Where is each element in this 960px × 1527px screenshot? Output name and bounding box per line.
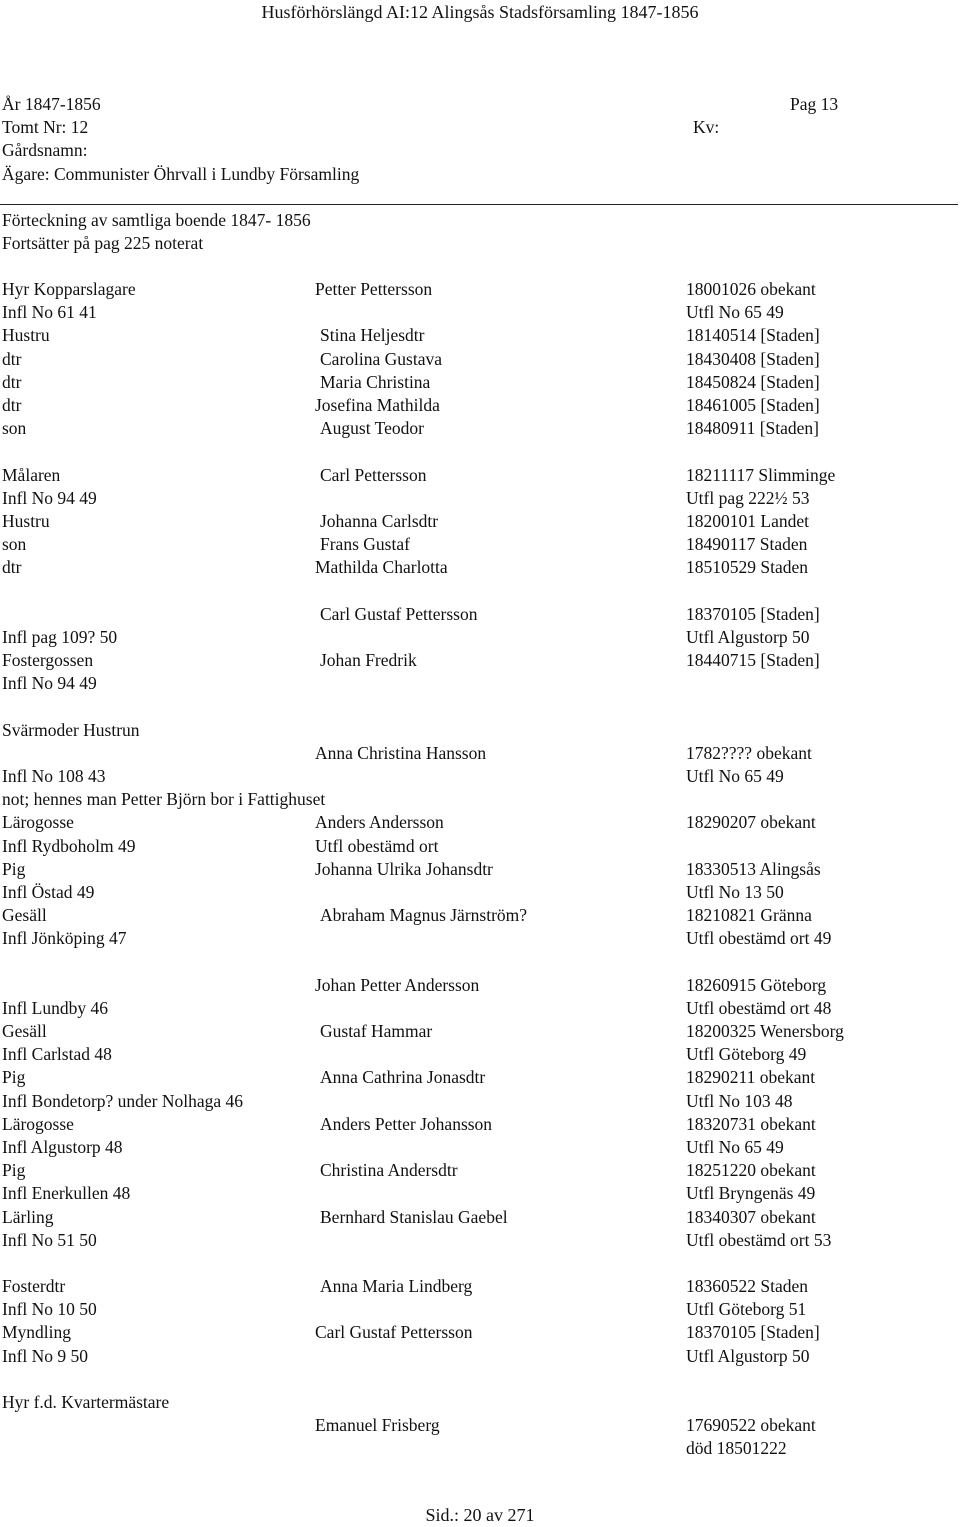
birth-or-move-out: 18430408 [Staden] [686, 348, 820, 369]
person-name: Stina Heljesdtr [320, 325, 425, 346]
role-or-move-in: Infl No 108 43 [2, 765, 106, 786]
household-row [2, 1020, 952, 1043]
birth-or-move-out: 18490117 Staden [686, 534, 808, 555]
role-or-move-in: Infl pag 109? 50 [2, 626, 118, 647]
birth-or-move-out: 18211117 Slimminge [686, 464, 836, 485]
birth-or-move-out: Utfl Algustorp 50 [686, 1345, 810, 1366]
household-row [2, 788, 952, 811]
role-or-move-in: Svärmoder Hustrun [2, 719, 140, 740]
person-name: Johan Petter Andersson [315, 974, 480, 995]
person-name: Petter Pettersson [315, 279, 433, 299]
gardsnamn-label: Gårdsnamn: [2, 140, 88, 161]
household-row [2, 556, 952, 579]
role-or-move-in: Infl No 10 50 [2, 1299, 97, 1320]
role-or-move-in: Pig [2, 1160, 26, 1181]
role-or-move-in: Gesäll [2, 1021, 47, 1041]
birth-or-move-out: Utfl obestämd ort 48 [686, 997, 832, 1018]
birth-or-move-out: 18140514 [Staden] [686, 325, 820, 346]
household-row [2, 1275, 952, 1298]
person-name: Christina Andersdtr [320, 1160, 458, 1181]
birth-or-move-out: 18480911 [Staden] [686, 418, 820, 439]
person-name: Johanna Ulrika Johansdtr [315, 858, 493, 879]
person-name: Frans Gustaf [320, 534, 410, 555]
household-row [2, 1159, 952, 1182]
household-row [2, 464, 952, 487]
household-row [2, 1345, 952, 1368]
role-or-move-in: dtr [2, 371, 22, 392]
role-or-move-in: Hyr f.d. Kvartermästare [2, 1392, 170, 1412]
birth-or-move-out: 18330513 Alingsås [686, 858, 821, 879]
role-or-move-in: Hyr Kopparslagare [2, 279, 136, 299]
household-row [2, 811, 952, 834]
household-row [2, 1206, 952, 1229]
household-row [2, 1321, 952, 1344]
household-row [2, 1113, 952, 1136]
household-row [2, 324, 952, 347]
role-or-move-in: Infl No 61 41 [2, 302, 97, 323]
household-row [2, 533, 952, 556]
household-row [2, 1043, 952, 1066]
page-number: Pag 13 [790, 94, 839, 114]
birth-or-move-out: Utfl No 13 50 [686, 881, 784, 902]
person-name: Bernhard Stanislau Gaebel [320, 1206, 508, 1227]
owner-line: Ägare: Communister Öhrvall i Lundby Församling [2, 163, 360, 184]
household-row [2, 904, 952, 927]
role-or-move-in: Infl No 94 49 [2, 487, 97, 508]
role-or-move-in: son [2, 534, 27, 555]
household-row [2, 1182, 952, 1205]
household-row [2, 1136, 952, 1159]
household-row [2, 672, 952, 695]
birth-or-move-out: Utfl pag 222½ 53 [686, 487, 810, 508]
role-or-move-in: Hustru [2, 510, 50, 531]
role-or-move-in: Myndling [2, 1322, 72, 1343]
birth-or-move-out: 18001026 obekant [686, 279, 816, 299]
resident-listing [2, 278, 952, 1461]
birth-or-move-out: Utfl No 65 49 [686, 1136, 784, 1157]
household-row [2, 510, 952, 533]
role-or-move-in: Fosterdtr [2, 1276, 66, 1297]
birth-or-move-out: 18440715 [Staden] [686, 650, 820, 670]
birth-or-move-out: 18360522 Staden [686, 1276, 809, 1297]
person-name: Anders Andersson [315, 812, 444, 833]
household-row [2, 371, 952, 394]
blank-line [2, 440, 952, 463]
person-name: August Teodor [320, 418, 424, 439]
person-name: Carl Pettersson [320, 464, 427, 485]
household-row [2, 649, 952, 672]
person-name: Maria Christina [320, 371, 431, 392]
household-row [2, 1414, 952, 1437]
birth-or-move-out: 18251220 obekant [686, 1160, 816, 1181]
role-or-move-in: Lärogosse [2, 1113, 74, 1134]
person-name: Carolina Gustava [320, 348, 442, 369]
header-divider [0, 204, 958, 205]
household-row [2, 927, 952, 950]
page-footer: Sid.: 20 av 271 [425, 1505, 535, 1525]
role-or-move-in: Infl Lundby 46 [2, 997, 108, 1018]
person-name: Johanna Carlsdtr [320, 510, 439, 531]
household-row [2, 835, 952, 858]
meta-line-fortsatter [2, 232, 952, 255]
birth-or-move-out: 18340307 obekant [686, 1206, 816, 1227]
household-row [2, 278, 952, 301]
birth-or-move-out: Utfl Göteborg 49 [686, 1044, 807, 1065]
kv-label: Kv: [693, 117, 720, 138]
role-or-move-in: Infl Bondetorp? under Nolhaga 46 [2, 1090, 244, 1111]
person-name: Abraham Magnus Järnström? [320, 905, 528, 926]
role-or-move-in: Pig [2, 1067, 26, 1088]
household-row [2, 974, 952, 997]
birth-or-move-out: Utfl No 65 49 [686, 302, 784, 323]
household-row [2, 394, 952, 417]
role-or-move-in: Infl Carlstad 48 [2, 1044, 112, 1065]
household-row [2, 858, 952, 881]
birth-or-move-out: 18450824 [Staden] [686, 371, 820, 392]
birth-or-move-out: 18200101 Landet [686, 510, 809, 531]
household-row [2, 301, 952, 324]
year-range: År 1847-1856 [2, 94, 101, 114]
birth-or-move-out: 18370105 [Staden] [686, 603, 820, 624]
household-row [2, 742, 952, 765]
household-row [2, 1391, 952, 1414]
running-header: Husförhörslängd AI:12 Alingsås Stadsförsamling 1847-1856 [261, 2, 699, 22]
meta-spacer [2, 186, 952, 209]
meta-line-year [2, 93, 952, 116]
birth-or-move-out: Utfl Göteborg 51 [686, 1299, 807, 1320]
person-name: Utfl obestämd ort [315, 835, 439, 856]
person-name: Anna Cathrina Jonasdtr [320, 1067, 486, 1088]
household-row [2, 626, 952, 649]
birth-or-move-out: 18461005 [Staden] [686, 394, 820, 415]
household-row [2, 1437, 952, 1460]
meta-line-agare [2, 163, 952, 186]
blank-line [2, 950, 952, 973]
household-row [2, 1090, 952, 1113]
birth-or-move-out: Utfl No 103 48 [686, 1090, 793, 1111]
household-row [2, 765, 952, 788]
role-or-move-in: Hustru [2, 325, 50, 346]
meta-line-forteckning [2, 209, 952, 232]
role-or-move-in: son [2, 418, 27, 439]
blank-line [2, 1368, 952, 1391]
birth-or-move-out: 18260915 Göteborg [686, 974, 827, 995]
birth-or-move-out: Utfl obestämd ort 49 [686, 928, 832, 949]
person-name: Anna Christina Hansson [315, 742, 487, 763]
birth-or-move-out: Utfl Bryngenäs 49 [686, 1183, 816, 1204]
birth-or-move-out: 1782???? obekant [686, 742, 812, 763]
birth-or-move-out: 18370105 [Staden] [686, 1322, 820, 1343]
birth-or-move-out: Utfl Algustorp 50 [686, 626, 810, 647]
person-name: Johan Fredrik [320, 650, 417, 670]
person-name: Carl Gustaf Pettersson [315, 1322, 473, 1343]
role-or-move-in: Infl Rydboholm 49 [2, 835, 136, 856]
role-or-move-in: Infl Algustorp 48 [2, 1136, 123, 1157]
role-or-move-in: Fostergossen [2, 650, 94, 670]
role-or-move-in: Lärogosse [2, 812, 74, 833]
person-name: Josefina Mathilda [315, 394, 440, 415]
blank-line [2, 695, 952, 718]
meta-line-tomt [2, 116, 952, 139]
birth-or-move-out: 18210821 Gränna [686, 905, 812, 926]
forteckning-text: Förteckning av samtliga boende 1847- 1856 [2, 209, 311, 230]
birth-or-move-out: 18200325 Wenersborg [686, 1021, 844, 1041]
household-row [2, 719, 952, 742]
role-or-move-in: dtr [2, 348, 22, 369]
person-name: Emanuel Frisberg [315, 1415, 440, 1436]
birth-or-move-out: 18290211 obekant [686, 1067, 816, 1088]
household-row [2, 603, 952, 626]
person-name: Mathilda Charlotta [315, 557, 448, 578]
person-name: Anders Petter Johansson [320, 1113, 493, 1134]
role-or-move-in: Infl Jönköping 47 [2, 928, 127, 949]
blank-line [2, 579, 952, 602]
household-row [2, 487, 952, 510]
birth-or-move-out: 18320731 obekant [686, 1113, 816, 1134]
household-row [2, 417, 952, 440]
role-or-move-in: Pig [2, 858, 26, 879]
person-name: Carl Gustaf Pettersson [320, 603, 478, 624]
person-name: Gustaf Hammar [320, 1021, 433, 1041]
role-or-move-in: Lärling [2, 1206, 54, 1227]
blank-line [2, 1252, 952, 1275]
role-or-move-in: not; hennes man Petter Björn bor i Fattighuset [2, 789, 326, 810]
role-or-move-in: Infl No 9 50 [2, 1345, 89, 1366]
role-or-move-in: Gesäll [2, 905, 47, 926]
household-row [2, 1298, 952, 1321]
fortsatter-text: Fortsätter på pag 225 noterat [2, 232, 204, 253]
household-row [2, 1229, 952, 1252]
role-or-move-in: dtr [2, 557, 22, 578]
household-row [2, 348, 952, 371]
birth-or-move-out: Utfl obestämd ort 53 [686, 1229, 832, 1250]
household-row [2, 997, 952, 1020]
meta-line-gardsnamn [2, 139, 952, 162]
role-or-move-in: Infl No 51 50 [2, 1229, 97, 1250]
tomt-number: Tomt Nr: 12 [2, 117, 89, 138]
role-or-move-in: Infl Enerkullen 48 [2, 1183, 131, 1204]
role-or-move-in: dtr [2, 394, 22, 415]
record-metadata [2, 93, 952, 255]
birth-or-move-out: Utfl No 65 49 [686, 765, 784, 786]
household-row [2, 881, 952, 904]
birth-or-move-out: 18290207 obekant [686, 812, 816, 833]
household-row [2, 1066, 952, 1089]
role-or-move-in: Infl No 94 49 [2, 673, 97, 694]
person-name: Anna Maria Lindberg [320, 1276, 473, 1297]
role-or-move-in: Målaren [2, 464, 61, 485]
birth-or-move-out: död 18501222 [686, 1438, 787, 1459]
birth-or-move-out: 18510529 Staden [686, 557, 809, 578]
role-or-move-in: Infl Östad 49 [2, 881, 95, 902]
birth-or-move-out: 17690522 obekant [686, 1415, 816, 1436]
